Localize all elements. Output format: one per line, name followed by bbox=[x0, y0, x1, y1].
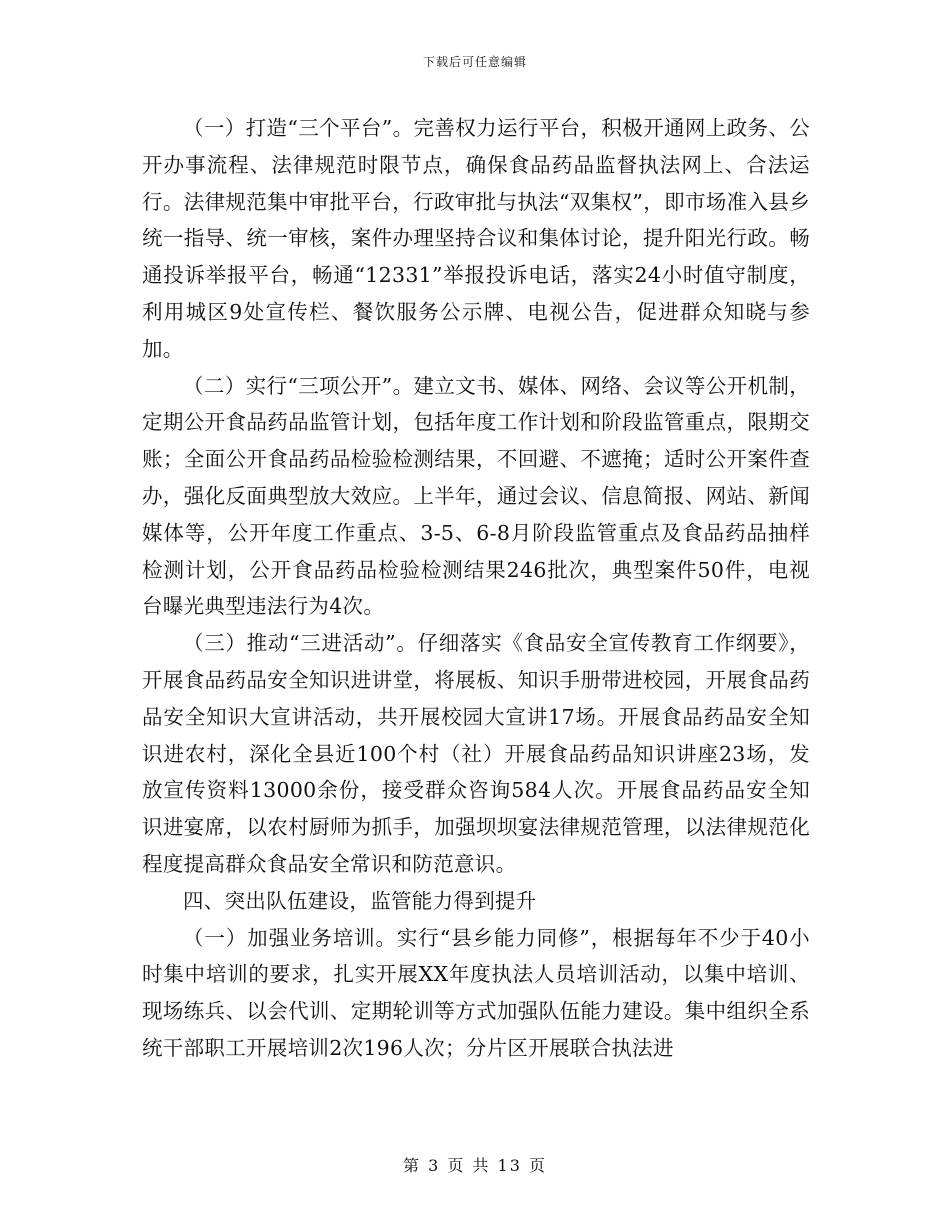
page-header-note: 下载后可任意编辑 bbox=[422, 55, 527, 69]
section-heading-team-building: 四、突出队伍建设，监管能力得到提升 bbox=[183, 888, 537, 913]
page-number: 第 3 页 共 13 页 bbox=[403, 1156, 547, 1175]
paragraph-three-activities: （三）推动“三进活动”。仔细落实《食品安全宣传教育工作纲要》，开展食品药品安全知识进讲堂，将展板、知识手册带进校园，开展食品药品安全知识大宣讲活动，共开展校园大宣讲17场。开展食品药品安全知识进农村，深化全县近100个村（社）开展食品药品知识讲座23场，发放宣传资料13000余份，接受群众咨询584人次。开展食品药品安全知识进宴席，以农村厨师为抓手，加强坝坝宴法律规范管理，以法律规范化程度提高群众食品安全常识和防范意识。 bbox=[142, 631, 810, 876]
paragraph-three-platforms: （一）打造“三个平台”。完善权力运行平台，积极开通网上政务、公开办事流程、法律规范时限节点，确保食品药品监督执法网上、合法运行。法律规范集中审批平台，行政审批与执法“双集权”，即市场准入县乡统一指导、统一审核，案件办理坚持合议和集体讨论，提升阳光行政。畅通投诉举报平台，畅通“12331”举报投诉电话，落实24小时值守制度，利用城区9处宣传栏、餐饮服务公示牌、电视公告，促进群众知晓与参加。 bbox=[142, 116, 810, 361]
paragraph-business-training: （一）加强业务培训。实行“县乡能力同修”，根据每年不少于40小时集中培训的要求，扎实开展XX年度执法人员培训活动，以集中培训、现场练兵、以会代训、定期轮训等方式加强队伍能力建设。集中组织全系统干部职工开展培训2次196人次；分片区开展联合执法进 bbox=[142, 925, 810, 1060]
paragraph-three-disclosures: （二）实行“三项公开”。建立文书、媒体、网络、会议等公开机制，定期公开食品药品监管计划，包括年度工作计划和阶段监管重点，限期交账；全面公开食品药品检验检测结果，不回避、不遮掩；适时公开案件查办，强化反面典型放大效应。上半年，通过会议、信息简报、网站、新闻媒体等，公开年度工作重点、3-5、6-8月阶段监管重点及食品药品抽样检测计划，公开食品药品检验检测结果246批次，典型案件50件，电视台曝光典型违法行为4次。 bbox=[142, 373, 810, 619]
document-body bbox=[142, 110, 810, 1067]
